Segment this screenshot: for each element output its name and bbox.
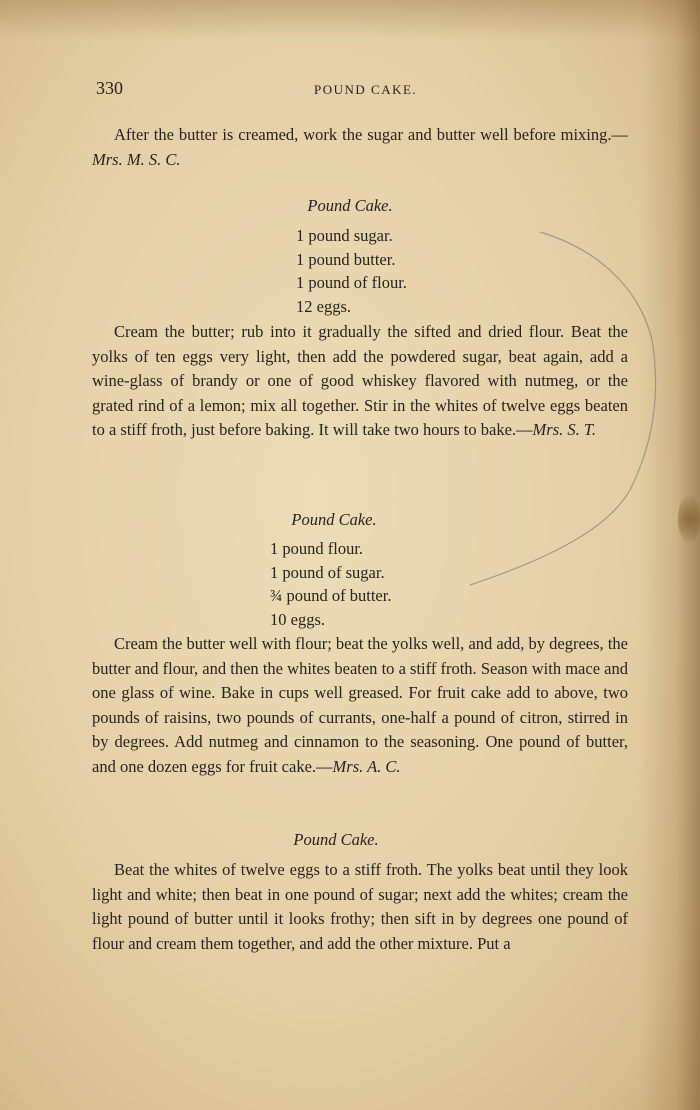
- ingredient: 10 eggs.: [270, 609, 325, 629]
- ingredient: 1 pound of flour.: [296, 273, 407, 292]
- ingredient: 12 eggs.: [296, 296, 351, 316]
- intro-signature: Mrs. M. S. C.: [92, 149, 181, 169]
- ingredient: 1 pound sugar.: [296, 226, 393, 245]
- page-header: [96, 78, 620, 104]
- intro-paragraph: [92, 123, 628, 172]
- recipe-1-title: Pound Cake.: [307, 196, 393, 215]
- recipe-3-method: Beat the whites of twelve eggs to a stiff froth. The yolks beat until they look light and white; then beat in one pound of sugar; next add the whites; cream the light pound of butter until it looks frothy; then sift in by degrees one pound of flour and cream them together, and add the other mixture. Put a: [92, 860, 628, 953]
- page-number: 330: [96, 78, 123, 98]
- ingredient: 1 pound of sugar.: [270, 562, 385, 582]
- running-title: POUND CAKE.: [314, 82, 418, 97]
- recipe-1-method: [92, 320, 628, 443]
- ingredient: ¾ pound of butter.: [270, 586, 392, 605]
- recipe-1-method-text: Cream the butter; rub into it gradually the sifted and dried flour. Beat the yolks of ten eggs very light, then add the powdered sugar, beat again, add a wine-glass of brandy or one of good whiskey flavored with nutmeg, or the grated rind of a lemon; mix all together. Stir in the whites of twelve eggs beaten to a stiff froth, just before baking. It will take two hours to bake.—: [92, 322, 628, 439]
- recipe-1-ingredients: [296, 224, 407, 318]
- recipe-2-title: Pound Cake.: [291, 510, 377, 529]
- recipe-2-method-text: Cream the butter well with flour; beat the yolks well, and add, by degrees, the butter and flour, and then the whites beaten to a stiff froth. Season with mace and one glass of wine. Bake in cups well greased. For fruit cake add to above, two pounds of raisins, two pounds of currants, one-half a pound of citron, stirred in by degrees. Add nutmeg and cinnamon to the seasoning. One pound of butter, and one dozen eggs for fruit cake.—: [92, 634, 628, 776]
- recipe-1-signature: Mrs. S. T.: [532, 420, 596, 439]
- recipe-3-title: Pound Cake.: [293, 830, 379, 849]
- intro-text: After the butter is creamed, work the sugar and butter well before mixing.—: [114, 125, 628, 144]
- recipe-2-signature: Mrs. A. C.: [332, 756, 401, 776]
- ingredient: 1 pound butter.: [296, 249, 396, 269]
- ingredient: 1 pound flour.: [270, 539, 364, 558]
- recipe-2-ingredients: [270, 537, 391, 631]
- recipe-2-method: [92, 632, 628, 779]
